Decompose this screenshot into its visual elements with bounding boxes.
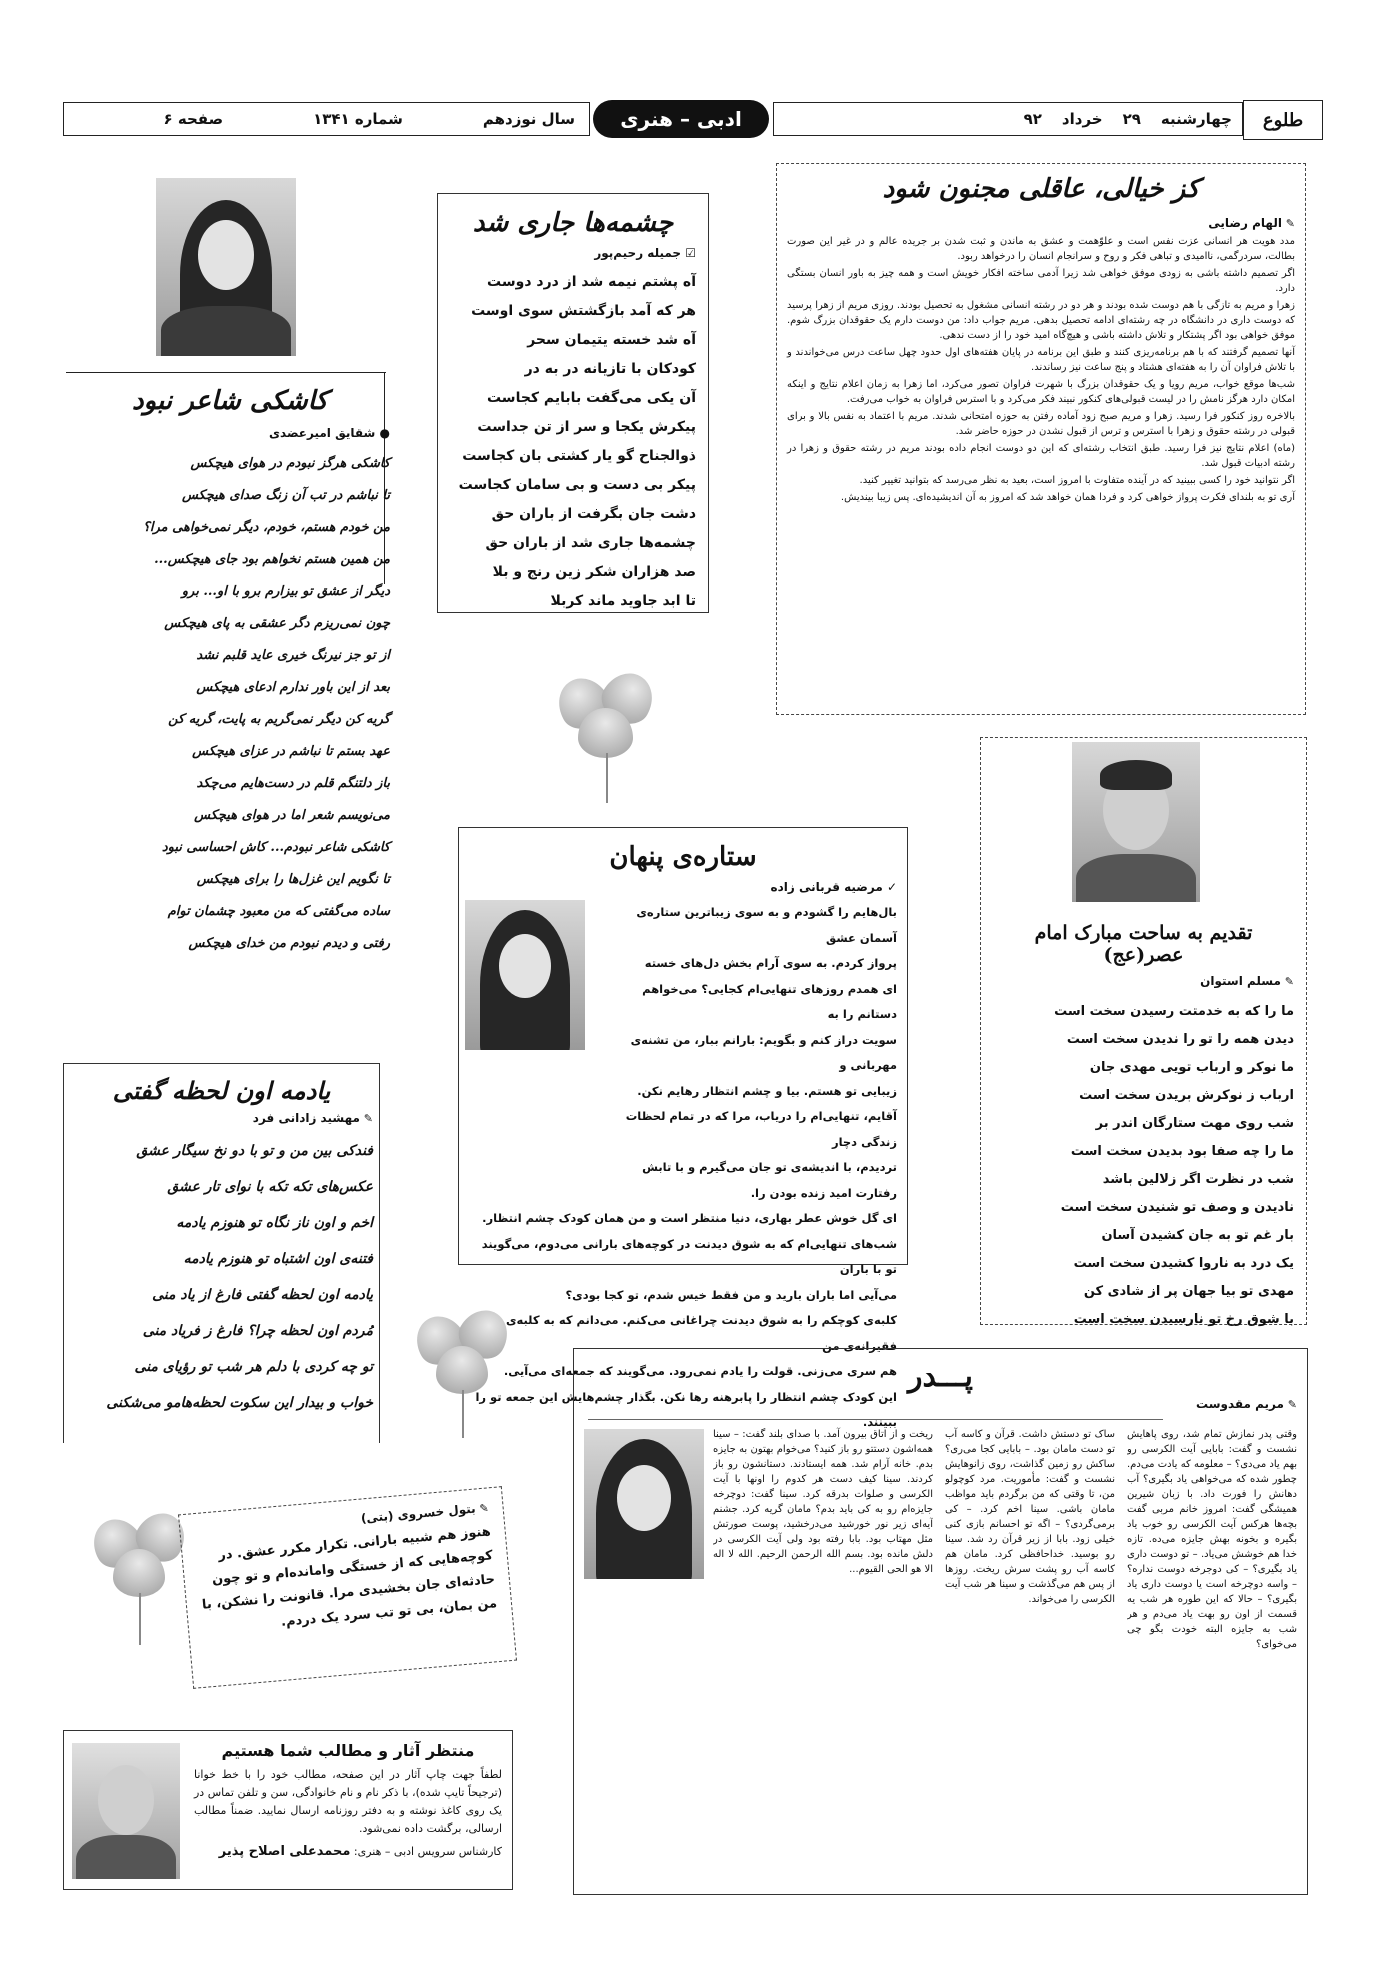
header-day: چهارشنبه: [1160, 110, 1232, 128]
poem-yademe-lines: [70, 1133, 373, 1421]
checkbox-icon: ☑: [681, 246, 696, 260]
header-issue-bar: [63, 102, 590, 136]
notice-box: [63, 1730, 513, 1890]
header-year: ۹۲: [1023, 110, 1042, 128]
check-icon: ✓: [882, 880, 897, 894]
poem-setare-box: [458, 827, 908, 1429]
main-article-paragraph: بالاخره روز کنکور فرا رسید. زهرا و مریم صبح زود آماده رفتن به حوزه امتحانی شدند. مریم با اعتماد به نفس بالا و برای قبولی در رشته حقوق و زهرا با استرس و ترس از قبول نشدن در حوزه حاضر شد.: [787, 411, 1295, 437]
editor-photo: [72, 1743, 180, 1879]
main-article-paragraph: اگر نتوانید خود را کسی ببینید که در آینده متفاوت با امروز است، بعید به نظر می‌رسد که بتوانید تغییر کنید.: [859, 475, 1295, 486]
notice-title: منتظر آثار و مطالب شما هستیم: [221, 1741, 475, 1760]
header-year-label: سال نوزدهم: [482, 110, 575, 128]
header-page-label: صفحه ۶: [163, 110, 224, 128]
poem-kashki-lines: [70, 448, 390, 960]
poem-setare-line: بال‌هایم را گشودم و به سوی زیباترین ستاره‌ی آسمان عشق: [636, 905, 897, 945]
main-article-box: [776, 163, 1306, 715]
poem-batool-text: هنوز هم شبیه بارانی. تکرار مکرر عشق. در کوچه‌هایی که از خستگی وامانده‌ام و تو چون حادثه‌ای جان بخشیدی مرا. قانونت را نشکن، با من بمان، بی تو تب سرد یک دردم.: [201, 1524, 498, 1630]
poem-setare-line: تردیدم، با اندیشه‌ی تو جان می‌گیرم و با تابش رفتارت امید زنده بودن را.: [642, 1160, 897, 1200]
poem-setare-line: زیبایی تو هستم. بیا و چشم انتظار رهایم نکن.: [637, 1083, 897, 1098]
author-photo-ghorbanizadeh: [465, 900, 585, 1050]
main-article-paragraph: زهرا و مریم به تازگی با هم دوست شده بودند و هر دو در رشته انسانی مشغول به تحصیل بودند. روزی مریم از زهرا پرسید که دوست داری در دانشگاه در چه رشته‌ای ادامه تحصیل بدهی. مریم جواب داد: من دوست دارم یک حقوقدان بزرگ شوم. موفق خواهی بود اگر پشتکار و تلاش داشته باشی و هیچ‌گاه امید خود را از دست ندهی.: [787, 300, 1295, 341]
poem-taghdim-author: [993, 974, 1294, 988]
poem-kashki-line: من همین هستم نخواهم بود جای هیچکس...: [154, 552, 390, 567]
poem-setare-line: شب‌های تنهایی‌ام که به شوق دیدنت در کوچه‌های بارانی می‌دوم، می‌گویند تو با باران: [481, 1236, 897, 1276]
bullet-icon: ●: [375, 426, 390, 440]
poem-yademe-line: مُردم اون لحظه چرا؟ فارغ ز فریاد منی: [142, 1323, 373, 1339]
poem-cheshmeha-title: چشمه‌ها جاری شد: [472, 208, 674, 238]
divider-line: [66, 372, 386, 373]
notice-signature-label: کارشناس سرویس ادبی – هنری:: [353, 1845, 502, 1858]
poem-taghdim-line: با شوق رخ تو نارسیدن سخت است: [1073, 1312, 1294, 1327]
story-pedar-column: ساک تو دستش داشت. قرآن و کاسه آب تو دست مامان بود. – بابایی کجا می‌ری؟ ساکش رو زمین گذاشت، روی زانوهایش نشست و گفت: مأموریت. مرد کوچولو من، تا وقتی که من برگردم باید مواظب مامان باشی. سینا اخم کرد. – کی برمی‌گردی؟ – اگه تو احسانم بازی کنی خیلی زود. بابا از زیر قرآن رد شد. سینا رو بوسید. خداحافظی کرد. مامان هم کاسه آب رو پشت سرش ریخت. روزها از پس هم می‌گذشت و سینا هر شب آیت الکرسی را می‌خواند.: [945, 1429, 1115, 1605]
poem-yademe-line: خواب و بیدار این سکوت لحظه‌هامو می‌شکنی: [106, 1395, 373, 1411]
main-article-paragraph: شب‌ها موقع خواب، مریم رویا و یک حقوقدان بزرگ با شهرت فراوان تصور می‌کرد، اما زهرا به زمان اعلام نتایج و اینکه امکان دارد هرگز نامش را در لیست قبولی‌های کنکور نبیند فکر می‌کرد و با استرس فراوان به خواب می‌رفت.: [787, 379, 1295, 405]
poem-setare-line: ای همدم روزهای تنهایی‌ام کجایی؟ می‌خواهم دستانم را به: [642, 981, 897, 1021]
poem-kashki-line: کاشکی شاعر نبودم... کاش احساسی نبود: [161, 840, 390, 855]
poem-kashki-line: دیگر از عشق تو بیزارم برو با او... برو: [181, 584, 390, 599]
poem-taghdim-box: [980, 737, 1307, 1325]
poem-kashki-line: تا نباشم در تب آن زنگ صدای هیچکس: [181, 488, 390, 503]
poem-setare-title: ستاره‌ی پنهان: [609, 842, 757, 872]
poem-yademe-line: یادمه اون لحظه گفتی فارغ از یاد منی: [152, 1287, 373, 1303]
main-article-title: کز خیالی، عاقلی مجنون شود: [882, 174, 1200, 204]
poem-cheshmeha-line: پیکر بی دست و بی سامان کجاست: [458, 477, 696, 493]
section-label: ادبی – هنری: [620, 107, 742, 131]
poem-yademe-author: [70, 1111, 373, 1125]
poem-cheshmeha-author: [450, 246, 696, 260]
poem-kashki-line: عهد بستم تا نباشم در عزای هیچکس: [192, 744, 390, 759]
poem-yademe-line: فندکی بین من و تو با دو نخ سیگار عشق: [136, 1143, 373, 1159]
poem-yademe-line: فتنه‌ی اون اشتباه تو هنوزم یادمه: [183, 1251, 373, 1267]
flower-illustration: [408, 1302, 518, 1432]
poem-taghdim-lines: [993, 998, 1294, 1334]
poem-cheshmeha-line: پیکرش یکجا و سر از تن جداست: [477, 419, 696, 435]
poem-taghdim-title: تقدیم به ساحت مبارک امام عصر(عج): [1034, 922, 1253, 966]
poem-kashki-line: ساده می‌گفتی که من معبود چشمان توام: [167, 904, 390, 919]
header-date-bar: [773, 102, 1243, 136]
poem-cheshmeha-lines: [450, 268, 696, 616]
poem-taghdim-line: دیدن همه را تو را ندیدن سخت است: [1066, 1032, 1294, 1047]
story-pedar-column: ریخت و از اتاق بیرون آمد. با صدای بلند گفت: – سینا همه‌اشون دستتو رو باز کنید؟ می‌خوام بهتون به جایزه بدم. خانه آرام شد. همه ایستادند. دستانشون رو باز کردند. سینا کیف دست هر کدوم را اونها با آیت الکرسی و صلوات بدرقه کرد. سینا گفت: دوچرخه جایزه‌ام رو به کی باید بدم؟ مامان گریه کرد. جشنم آیه‌ای زیر نور خورشید می‌درخشید، پوست صورتش مثل مهتاب بود. بابا رفته بود ولی آیت الکرسی در دلش مانده بود. بسم الله الرحمن الرحیم. الله لا اله الا هو الحی القیوم...: [713, 1429, 933, 1575]
poem-kashki-line: بعد از این باور ندارم ادعای هیچکس: [196, 680, 390, 695]
story-pedar-column: وقتی پدر نمازش تمام شد، روی پاهایش نشست و گفت: بابایی آیت الکرسی رو بهم یاد می‌دی؟ – معلومه که یادت می‌دم. چطور شده که می‌خواهی یاد بگیری؟ آب دهانش را فورت داد. با زبان شیرین همیشگی گفت: امروز خانم مربی گفت بچه‌ها هرکس آیت الکرسی رو خوب یاد بگیره و بخونه بهش جایزه می‌ده. تازه خدا هم خوشش می‌یاد. – تو دوست داری یاد بگیری؟ – کی دوجرخه دوست نداره؟ – واسه دوچرخه است یا دوست داری یاد بگیری؟ – حالا که این طوره هر شب یه قسمت از اون رو بهت یاد می‌دم و هر شب به جایزه البته خودت بگو چی می‌خوای؟: [1127, 1429, 1297, 1650]
poem-taghdim-line: ما نوکر و ارباب تویی مهدی جان: [1089, 1060, 1294, 1075]
logo-text: طلوع: [1262, 109, 1304, 131]
poem-yademe-title: یادمه اون لحظه گفتی: [112, 1076, 331, 1105]
header-issue-label: شماره ۱۳۴۱: [313, 110, 403, 128]
poem-cheshmeha-line: دشت جان بگرفت از باران حق: [491, 506, 696, 522]
poem-yademe-line: اخم و اون ناز نگاه تو هنوزم یادمه: [176, 1215, 373, 1231]
main-article-author: [787, 216, 1295, 230]
poem-cheshmeha-box: [437, 193, 709, 613]
poem-kashki-line: من خودم هستم، خودم، دیگر نمی‌خواهی مرا؟: [142, 520, 390, 535]
poem-cheshmeha-line: هر که آمد بازگشتش سوی اوست: [471, 303, 696, 319]
section-badge: [593, 100, 769, 138]
poem-cheshmeha-author-name: جمیله رحیم‌پور: [594, 246, 682, 260]
poem-cheshmeha-line: کودکان با تازیانه در به در: [524, 361, 696, 377]
poem-cheshmeha-line: چشمه‌ها جاری شد از باران حق: [485, 535, 696, 551]
poem-taghdim-line: مهدی تو بیا جهان پر از شادی کن: [1083, 1284, 1294, 1299]
poem-setare-line: کلبه‌ی کوچکم را به شوق دیدنت چراغانی می‌کنم. می‌دانم که به کلبه‌ی فقیرانه‌ی من: [505, 1313, 897, 1353]
poem-cheshmeha-line: آه شد خسته یتیمان سحر: [527, 332, 696, 348]
poem-kashki-author: [70, 426, 390, 440]
poem-taghdim-line: ارباب ز نوکرش بریدن سخت است: [1079, 1088, 1294, 1103]
main-article-paragraph: مدد هویت هر انسانی عزت نفس است و علوّهمت و عشق به ماندن و ثبت شدن بر جریده عالم و در غیر این صورت بطالت، سردرگمی، ناامیدی و تباهی فکر و روح و سرانجام انسان را درخواهد ربود.: [787, 236, 1295, 262]
pen-icon: ✎: [1281, 217, 1295, 230]
story-pedar-box: [573, 1348, 1308, 1895]
poem-kashki-author-name: شقایق امیرعضدی: [269, 426, 376, 440]
pen-icon: ✎: [475, 1501, 490, 1516]
main-article-paragraph: (ماه) اعلام نتایج نیز فرا رسید. طبق انتخاب رشته‌ای که این دو دوست انجام داده بودند مریم در رشته حقوق و زهرا در رشته ادبیات قبول شد.: [787, 443, 1295, 469]
poem-taghdim-line: بار غم تو به جان کشیدن آسان: [1101, 1228, 1294, 1243]
pen-icon: ✎: [1283, 1398, 1297, 1411]
poem-setare-line: ای گل خوش عطر بهاری، دنیا منتظر است و من همان کودک چشم انتظار.: [482, 1211, 897, 1225]
poem-setare-line: این کودک چشم انتظار را پابرهنه رها نکن. بگذار چشم‌هایش این جمعه تو را ببینند.: [475, 1389, 897, 1429]
poem-kashki-line: از تو جز نیرنگ خیری عاید قلبم نشد: [196, 648, 390, 663]
poem-setare-author-name: مرضیه قربانی زاده: [770, 880, 883, 894]
poem-setare-line: می‌آیی اما باران بارید و من فقط خیس شدم، تو کجا بودی؟: [565, 1287, 897, 1302]
poem-setare-line: سویت دراز کنم و بگویم: بارانم ببار، من تشنه‌ی مهربانی و: [630, 1032, 897, 1072]
poem-cheshmeha-line: صد هزاران شکر زین رنج و بلا: [492, 564, 696, 580]
poem-taghdim-author-name: مسلم استوان: [1200, 974, 1281, 988]
poem-kashki-line: تا نگویم این غزل‌ها را برای هیچکس: [196, 872, 390, 887]
poem-cheshmeha-line: تا ابد جاوید ماند کربلا: [550, 593, 696, 609]
main-article-paragraph: آری تو به بلندای فکرت پرواز خواهی کرد و فردا همان خواهد شد که امروز به آن اندیشیده‌ای. پس زیبا بیندیش.: [840, 492, 1295, 503]
poem-cheshmeha-line: ذوالجناح گو یار کشتی بان کجاست: [462, 448, 696, 464]
main-article-author-name: الهام رضایی: [1208, 216, 1282, 230]
poem-kashki-line: باز دلتنگم قلم در دست‌هایم می‌چکد: [196, 776, 390, 791]
poem-taghdim-line: یک درد به ناروا کشیدن سخت است: [1073, 1256, 1294, 1271]
notice-body: لطفاً جهت چاپ آثار در این صفحه، مطالب خود را با خط خوانا (ترجیحاً تایپ شده)، با ذکر نام و نام خانوادگی، سن و تلفن تماس در یک روی کاغذ نوشته و به دفتر روزنامه ارسال نمایید. ضمناً مطالب ارسالی، برگشت داده نمی‌شود.: [194, 1768, 502, 1835]
header-month: خرداد: [1061, 110, 1103, 128]
poem-kashki-line: چون نمی‌ریزم دگر عشقی به پای هیچکس: [164, 616, 390, 631]
poem-kashki-line: می‌نویسم شعر اما در هوای هیچکس: [194, 808, 390, 823]
poem-taghdim-line: ما را که به خدمتت رسیدن سخت است: [1054, 1004, 1294, 1019]
poem-taghdim-line: شب در نظرت اگر زلالین باشد: [1102, 1172, 1294, 1187]
header-date-num: ۲۹: [1122, 110, 1141, 128]
poem-taghdim-line: ما را چه صفا بود بدیدن سخت است: [1070, 1144, 1294, 1159]
author-photo-moghaddoust: [584, 1429, 704, 1579]
poem-yademe-block: [63, 1063, 380, 1443]
poem-cheshmeha-line: آه پشتم نیمه شد از درد دوست: [487, 274, 696, 290]
story-pedar-author-name: مریم مقدوست: [1196, 1397, 1284, 1411]
newspaper-logo: [1243, 100, 1323, 140]
poem-batool-author-name: بتول خسروی (بتی): [360, 1501, 477, 1526]
main-article-paragraph: آنها تصمیم گرفتند که با هم برنامه‌ریزی کنند و طبق این برنامه در پایان هفته‌های اول حدود چهل ساعت درس می‌خواندند و با تلاش فراوان آن را به هفته‌ای هشتاد و پنج ساعت نیز رساندند.: [787, 347, 1295, 373]
poem-setare-line: هم سری می‌زنی. قولت را یادم نمی‌رود. می‌گویند که جمعه‌ای می‌آیی.: [503, 1364, 897, 1378]
flower-illustration: [548, 668, 668, 798]
poem-yademe-line: عکس‌های تکه تکه با نوای تار عشق: [167, 1179, 373, 1195]
poem-kashki-line: گریه کن دیگر نمی‌گریم به پایت، گریه کن: [168, 712, 390, 727]
poem-yademe-line: تو چه کردی با دلم هر شب تو رؤیای منی: [134, 1359, 373, 1375]
poem-taghdim-line: شب روی مهت ستارگان اندر بر: [1095, 1116, 1294, 1131]
pen-icon: ✎: [1280, 975, 1294, 988]
story-pedar-author: [1196, 1397, 1297, 1411]
poem-setare-author: [469, 880, 897, 894]
poem-kashki-line: رفتی و دیدم نبودم من خدای هیچکس: [188, 936, 390, 951]
poem-setare-line: آقایم، تنهایی‌ام را دریاب، مرا که در تمام لحظات زندگی دچار: [625, 1109, 897, 1149]
poem-kashki-title: کاشکی شاعر نبود: [132, 386, 328, 416]
main-article-paragraph: اگر تصمیم داشته باشی به زودی موفق خواهی شد زیرا آدمی ساخته افکار خویش است و همه چیز به باور انسان بستگی دارد.: [787, 268, 1295, 294]
notice-signature-name: محمدعلی اصلاح پذیر: [218, 1844, 351, 1859]
poem-cheshmeha-line: آن یکی می‌گفت بابایم کجاست: [486, 390, 696, 406]
poem-yademe-author-name: مهشید زادانی فرد: [252, 1111, 360, 1125]
notice-signature: [194, 1844, 502, 1859]
pen-icon: ✎: [359, 1112, 373, 1125]
poem-kashki-line: کاشکی هرگز نبودم در هوای هیچکس: [190, 456, 390, 471]
poem-setare-line: پرواز کردم. به سوی آرام بخش دل‌های خسته: [644, 956, 897, 970]
poem-kashki-block: [70, 380, 390, 970]
poem-batool-box: [178, 1486, 517, 1689]
author-photo-amiraazdi: [156, 178, 296, 356]
story-pedar-title: پـــدر: [908, 1359, 973, 1394]
poem-taghdim-line: نادیدن و وصف تو شنیدن سخت است: [1060, 1200, 1294, 1215]
